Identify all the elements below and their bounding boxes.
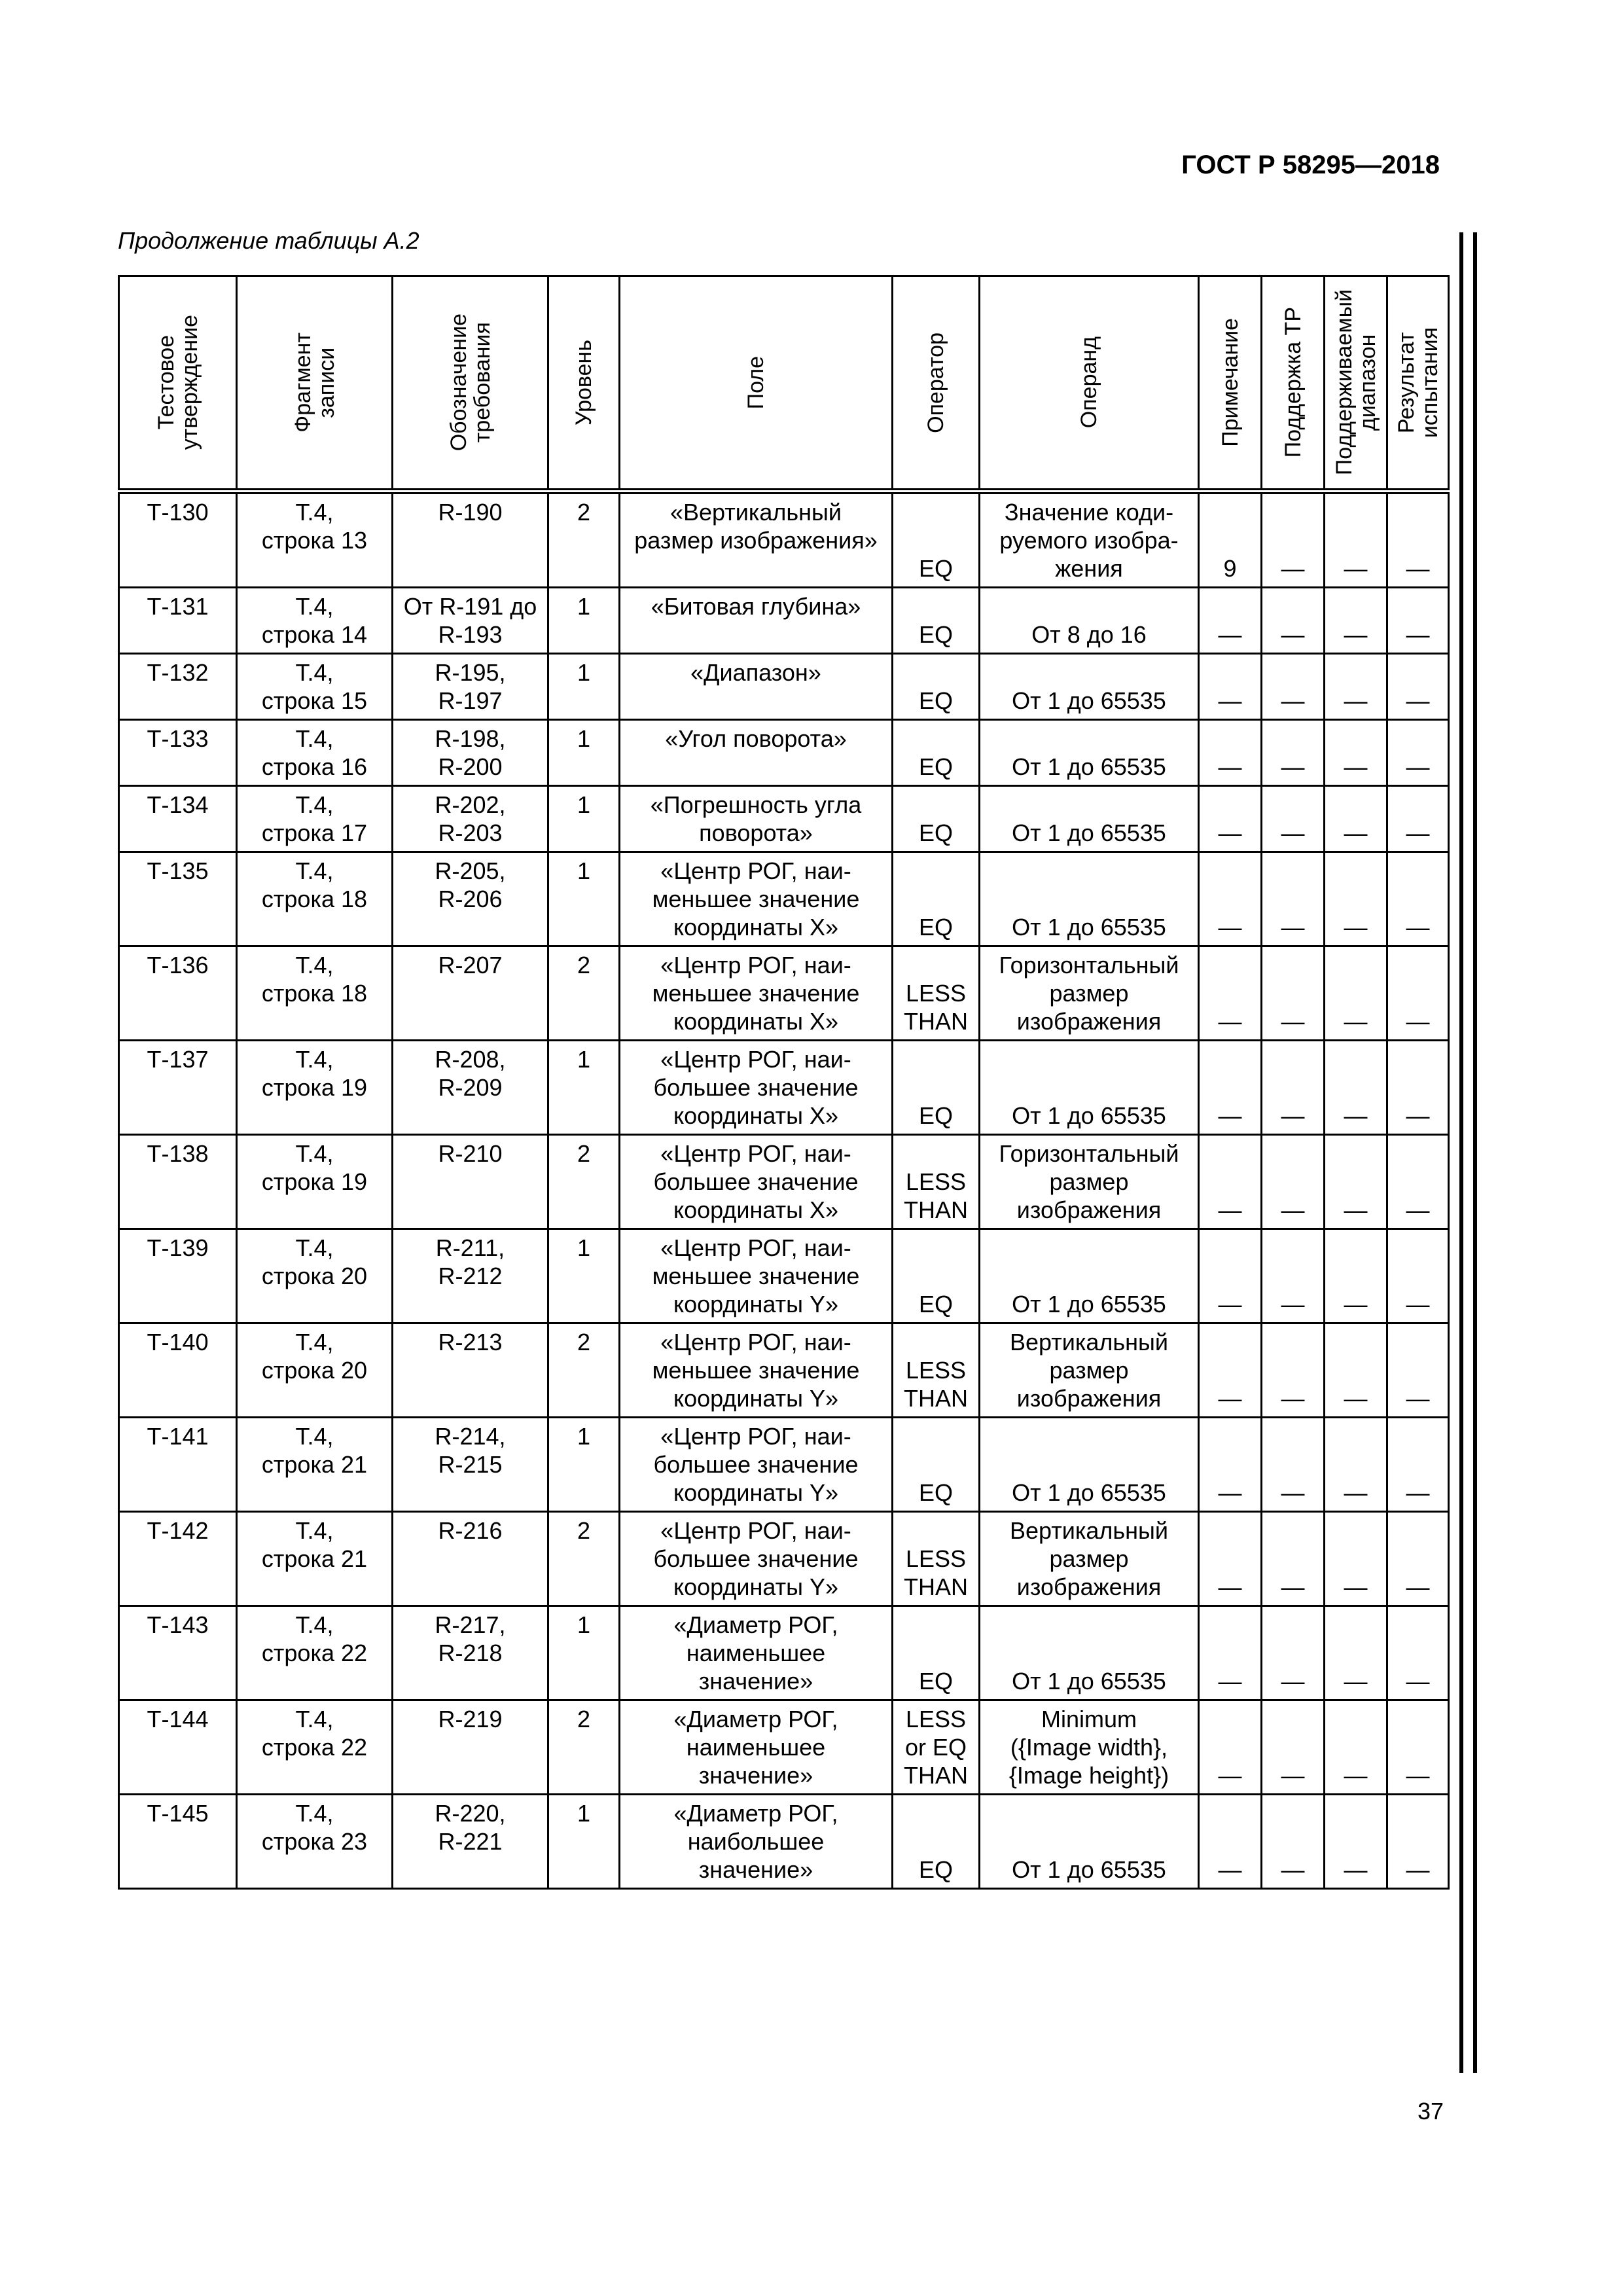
cell-assertion: Т-140 xyxy=(119,1323,237,1418)
cell-result: — xyxy=(1387,1041,1449,1135)
cell-requirement: R-195, R-197 xyxy=(393,654,548,720)
table-row xyxy=(119,588,1449,654)
table-body xyxy=(119,492,1449,1889)
cell-fragment: Т.4, строка 22 xyxy=(237,1700,393,1795)
cell-field: «Вертикальный размер изображения» xyxy=(620,492,893,588)
cell-range: — xyxy=(1325,492,1387,588)
cell-requirement: R-211, R-212 xyxy=(393,1229,548,1323)
cell-support: — xyxy=(1262,1229,1325,1323)
cell-requirement: R-207 xyxy=(393,946,548,1041)
cell-support: — xyxy=(1262,1323,1325,1418)
cell-operator: EQ xyxy=(893,1041,980,1135)
column-header-label: Оператор xyxy=(923,332,948,433)
cell-result: — xyxy=(1387,1323,1449,1418)
cell-fragment: Т.4, строка 20 xyxy=(237,1323,393,1418)
column-header-label: Поддерживаемый диапазон xyxy=(1331,289,1380,476)
cell-note: — xyxy=(1199,1135,1262,1229)
cell-operand: Вертикальный размер изображения xyxy=(980,1512,1199,1606)
cell-result: — xyxy=(1387,946,1449,1041)
cell-level: 1 xyxy=(548,1418,620,1512)
cell-assertion: Т-135 xyxy=(119,852,237,946)
cell-assertion: Т-131 xyxy=(119,588,237,654)
cell-note: — xyxy=(1199,588,1262,654)
cell-requirement: R-213 xyxy=(393,1323,548,1418)
cell-operand: От 1 до 65535 xyxy=(980,1795,1199,1889)
cell-range: — xyxy=(1325,1418,1387,1512)
table-caption: Продолжение таблицы А.2 xyxy=(118,227,419,254)
cell-level: 1 xyxy=(548,654,620,720)
cell-range: — xyxy=(1325,1795,1387,1889)
column-header-label: Поле xyxy=(743,355,768,410)
cell-note: — xyxy=(1199,1229,1262,1323)
cell-range: — xyxy=(1325,1323,1387,1418)
cell-range: — xyxy=(1325,946,1387,1041)
cell-field: «Центр РОГ, наи- меньшее значение координаты Y» xyxy=(620,1229,893,1323)
cell-result: — xyxy=(1387,720,1449,786)
cell-assertion: Т-144 xyxy=(119,1700,237,1795)
cell-fragment: Т.4, строка 21 xyxy=(237,1512,393,1606)
cell-requirement: От R-191 до R-193 xyxy=(393,588,548,654)
cell-support: — xyxy=(1262,786,1325,852)
cell-assertion: Т-130 xyxy=(119,492,237,588)
cell-operand: От 1 до 65535 xyxy=(980,654,1199,720)
cell-support: — xyxy=(1262,492,1325,588)
column-header xyxy=(393,276,548,492)
column-header xyxy=(1325,276,1387,492)
cell-field: «Битовая глубина» xyxy=(620,588,893,654)
cell-note: — xyxy=(1199,1512,1262,1606)
cell-fragment: Т.4, строка 18 xyxy=(237,852,393,946)
cell-range: — xyxy=(1325,852,1387,946)
table-row xyxy=(119,1229,1449,1323)
cell-operand: Вертикальный размер изображения xyxy=(980,1323,1199,1418)
cell-support: — xyxy=(1262,654,1325,720)
cell-note: — xyxy=(1199,1700,1262,1795)
document-code: ГОСТ Р 58295—2018 xyxy=(1181,151,1440,179)
cell-operator: EQ xyxy=(893,492,980,588)
cell-field: «Центр РОГ, наи- большее значение координаты Y» xyxy=(620,1418,893,1512)
table-header xyxy=(119,276,1449,492)
cell-assertion: Т-139 xyxy=(119,1229,237,1323)
column-header-label: Результат испытания xyxy=(1393,327,1442,439)
cell-level: 2 xyxy=(548,946,620,1041)
cell-requirement: R-205, R-206 xyxy=(393,852,548,946)
table-row xyxy=(119,1418,1449,1512)
cell-level: 2 xyxy=(548,492,620,588)
cell-fragment: Т.4, строка 17 xyxy=(237,786,393,852)
cell-level: 2 xyxy=(548,1512,620,1606)
cell-operand: От 1 до 65535 xyxy=(980,1418,1199,1512)
cell-field: «Центр РОГ, наи- меньшее значение координаты X» xyxy=(620,852,893,946)
cell-range: — xyxy=(1325,1606,1387,1700)
cell-assertion: Т-132 xyxy=(119,654,237,720)
column-header xyxy=(620,276,893,492)
cell-support: — xyxy=(1262,1606,1325,1700)
cell-range: — xyxy=(1325,1700,1387,1795)
column-header-label: Фрагмент записи xyxy=(290,332,339,433)
header-row xyxy=(119,276,1449,492)
cell-fragment: Т.4, строка 19 xyxy=(237,1135,393,1229)
cell-support: — xyxy=(1262,1795,1325,1889)
cell-field: «Диаметр РОГ, наибольшее значение» xyxy=(620,1795,893,1889)
cell-result: — xyxy=(1387,1135,1449,1229)
cell-level: 1 xyxy=(548,720,620,786)
cell-support: — xyxy=(1262,1041,1325,1135)
cell-note: — xyxy=(1199,1323,1262,1418)
cell-fragment: Т.4, строка 18 xyxy=(237,946,393,1041)
column-header-label: Примечание xyxy=(1217,318,1243,447)
cell-requirement: R-220, R-221 xyxy=(393,1795,548,1889)
cell-note: — xyxy=(1199,852,1262,946)
column-header-label: Тестовое утверждение xyxy=(153,315,202,450)
page-number: 37 xyxy=(1417,2098,1444,2125)
cell-operand: От 1 до 65535 xyxy=(980,1229,1199,1323)
cell-assertion: Т-137 xyxy=(119,1041,237,1135)
cell-assertion: Т-145 xyxy=(119,1795,237,1889)
cell-operator: EQ xyxy=(893,1229,980,1323)
cell-operator: LESS or EQ THAN xyxy=(893,1700,980,1795)
cell-fragment: Т.4, строка 22 xyxy=(237,1606,393,1700)
cell-result: — xyxy=(1387,654,1449,720)
cell-operator: LESS THAN xyxy=(893,1512,980,1606)
cell-support: — xyxy=(1262,720,1325,786)
cell-result: — xyxy=(1387,1418,1449,1512)
cell-fragment: Т.4, строка 19 xyxy=(237,1041,393,1135)
cell-requirement: R-219 xyxy=(393,1700,548,1795)
column-header xyxy=(1262,276,1325,492)
cell-fragment: Т.4, строка 15 xyxy=(237,654,393,720)
cell-note: — xyxy=(1199,1795,1262,1889)
column-header xyxy=(548,276,620,492)
cell-operand: Горизонтальный размер изображения xyxy=(980,946,1199,1041)
cell-fragment: Т.4, строка 16 xyxy=(237,720,393,786)
cell-requirement: R-217, R-218 xyxy=(393,1606,548,1700)
cell-operand: От 1 до 65535 xyxy=(980,1041,1199,1135)
cell-level: 1 xyxy=(548,1041,620,1135)
margin-rule xyxy=(1459,232,1463,2073)
cell-note: — xyxy=(1199,654,1262,720)
cell-result: — xyxy=(1387,1700,1449,1795)
cell-field: «Диапазон» xyxy=(620,654,893,720)
cell-operand: От 1 до 65535 xyxy=(980,786,1199,852)
cell-level: 1 xyxy=(548,1795,620,1889)
cell-range: — xyxy=(1325,654,1387,720)
cell-fragment: Т.4, строка 14 xyxy=(237,588,393,654)
cell-operand: От 1 до 65535 xyxy=(980,1606,1199,1700)
cell-assertion: Т-136 xyxy=(119,946,237,1041)
cell-requirement: R-216 xyxy=(393,1512,548,1606)
cell-field: «Центр РОГ, наи- меньшее значение координаты X» xyxy=(620,946,893,1041)
table-row xyxy=(119,946,1449,1041)
cell-operator: EQ xyxy=(893,1606,980,1700)
cell-operator: LESS THAN xyxy=(893,946,980,1041)
cell-fragment: Т.4, строка 23 xyxy=(237,1795,393,1889)
cell-operator: EQ xyxy=(893,654,980,720)
column-header xyxy=(980,276,1199,492)
table-row xyxy=(119,1512,1449,1606)
column-header xyxy=(237,276,393,492)
cell-operand: От 1 до 65535 xyxy=(980,852,1199,946)
table-row xyxy=(119,852,1449,946)
cell-assertion: Т-141 xyxy=(119,1418,237,1512)
table-row xyxy=(119,1795,1449,1889)
cell-fragment: Т.4, строка 21 xyxy=(237,1418,393,1512)
column-header xyxy=(1199,276,1262,492)
column-header xyxy=(1387,276,1449,492)
cell-note: — xyxy=(1199,1041,1262,1135)
cell-operator: EQ xyxy=(893,1795,980,1889)
cell-operand: Minimum ({Image width}, {Image height}) xyxy=(980,1700,1199,1795)
cell-operand: Значение коди- руемого изобра- жения xyxy=(980,492,1199,588)
cell-assertion: Т-142 xyxy=(119,1512,237,1606)
cell-field: «Диаметр РОГ, наименьшее значение» xyxy=(620,1700,893,1795)
cell-range: — xyxy=(1325,1229,1387,1323)
cell-note: — xyxy=(1199,786,1262,852)
cell-level: 1 xyxy=(548,1606,620,1700)
cell-requirement: R-190 xyxy=(393,492,548,588)
cell-field: «Центр РОГ, наи- большее значение координаты X» xyxy=(620,1041,893,1135)
cell-support: — xyxy=(1262,852,1325,946)
cell-result: — xyxy=(1387,786,1449,852)
cell-operator: EQ xyxy=(893,786,980,852)
cell-fragment: Т.4, строка 13 xyxy=(237,492,393,588)
cell-level: 2 xyxy=(548,1135,620,1229)
cell-operand: Горизонтальный размер изображения xyxy=(980,1135,1199,1229)
cell-level: 1 xyxy=(548,1229,620,1323)
cell-operator: EQ xyxy=(893,852,980,946)
table-row xyxy=(119,1700,1449,1795)
cell-range: — xyxy=(1325,786,1387,852)
cell-note: — xyxy=(1199,1418,1262,1512)
column-header xyxy=(893,276,980,492)
cell-requirement: R-198, R-200 xyxy=(393,720,548,786)
cell-support: — xyxy=(1262,1135,1325,1229)
table-row xyxy=(119,786,1449,852)
cell-operator: EQ xyxy=(893,588,980,654)
cell-result: — xyxy=(1387,1606,1449,1700)
cell-level: 1 xyxy=(548,588,620,654)
cell-operator: LESS THAN xyxy=(893,1135,980,1229)
column-header-label: Поддержка ТР xyxy=(1280,307,1306,458)
cell-range: — xyxy=(1325,720,1387,786)
cell-operand: От 8 до 16 xyxy=(980,588,1199,654)
cell-assertion: Т-138 xyxy=(119,1135,237,1229)
cell-result: — xyxy=(1387,492,1449,588)
cell-support: — xyxy=(1262,1512,1325,1606)
table-row xyxy=(119,1041,1449,1135)
cell-assertion: Т-133 xyxy=(119,720,237,786)
cell-support: — xyxy=(1262,1418,1325,1512)
cell-note: 9 xyxy=(1199,492,1262,588)
cell-assertion: Т-143 xyxy=(119,1606,237,1700)
table-row xyxy=(119,1323,1449,1418)
cell-support: — xyxy=(1262,588,1325,654)
table-row xyxy=(119,720,1449,786)
cell-field: «Центр РОГ, наи- меньшее значение координаты Y» xyxy=(620,1323,893,1418)
cell-level: 2 xyxy=(548,1700,620,1795)
cell-operator: LESS THAN xyxy=(893,1323,980,1418)
cell-support: — xyxy=(1262,946,1325,1041)
cell-note: — xyxy=(1199,1606,1262,1700)
column-header-label: Операнд xyxy=(1077,336,1101,429)
cell-result: — xyxy=(1387,1795,1449,1889)
table-row xyxy=(119,1606,1449,1700)
cell-level: 1 xyxy=(548,852,620,946)
margin-rule xyxy=(1473,232,1477,2073)
cell-requirement: R-214, R-215 xyxy=(393,1418,548,1512)
cell-operand: От 1 до 65535 xyxy=(980,720,1199,786)
cell-support: — xyxy=(1262,1700,1325,1795)
cell-field: «Центр РОГ, наи- большее значение координаты X» xyxy=(620,1135,893,1229)
cell-field: «Центр РОГ, наи- большее значение координаты Y» xyxy=(620,1512,893,1606)
column-header-label: Обозначение требования xyxy=(446,314,495,452)
cell-operator: EQ xyxy=(893,1418,980,1512)
cell-result: — xyxy=(1387,852,1449,946)
cell-level: 2 xyxy=(548,1323,620,1418)
cell-range: — xyxy=(1325,588,1387,654)
table-row xyxy=(119,492,1449,588)
cell-field: «Угол поворота» xyxy=(620,720,893,786)
cell-range: — xyxy=(1325,1512,1387,1606)
cell-field: «Диаметр РОГ, наименьшее значение» xyxy=(620,1606,893,1700)
cell-requirement: R-208, R-209 xyxy=(393,1041,548,1135)
column-header xyxy=(119,276,237,492)
cell-requirement: R-202, R-203 xyxy=(393,786,548,852)
cell-assertion: Т-134 xyxy=(119,786,237,852)
cell-level: 1 xyxy=(548,786,620,852)
cell-fragment: Т.4, строка 20 xyxy=(237,1229,393,1323)
cell-range: — xyxy=(1325,1041,1387,1135)
cell-result: — xyxy=(1387,588,1449,654)
cell-result: — xyxy=(1387,1512,1449,1606)
cell-range: — xyxy=(1325,1135,1387,1229)
requirements-table xyxy=(118,275,1450,1890)
cell-requirement: R-210 xyxy=(393,1135,548,1229)
column-header-label: Уровень xyxy=(571,340,596,425)
cell-note: — xyxy=(1199,720,1262,786)
table-row xyxy=(119,1135,1449,1229)
table-row xyxy=(119,654,1449,720)
cell-result: — xyxy=(1387,1229,1449,1323)
cell-note: — xyxy=(1199,946,1262,1041)
cell-field: «Погрешность угла поворота» xyxy=(620,786,893,852)
cell-operator: EQ xyxy=(893,720,980,786)
